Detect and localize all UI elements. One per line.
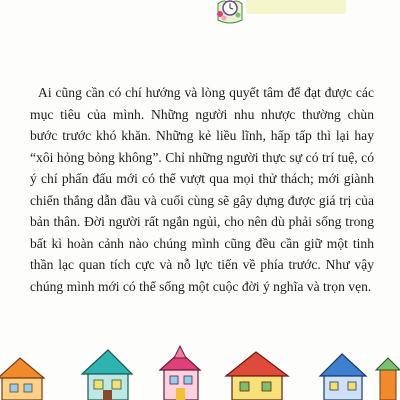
- alarm-clock-illustration: [214, 0, 246, 24]
- body-paragraph: Ai cũng cần có chí hướng và lòng quyết tâm để đạt được các mục tiêu của mình. Những người nhu nhược thường chùn bước trước khó khăn. Những kẻ liều lĩnh, hấp tấp thì lại hay “xôi hỏng bỏng không”. Chỉ những người thực sự có trí tuệ, có ý chí phấn đấu mới có thể vượt qua mọi thử thách; mới giành chiến thắng dẫn đầu và cuối cùng sẽ gây dựng được giá trị của bản thân. Đời người rất ngắn ngủi, cho nên dù phải sống trong bất kì hoàn cảnh nào chúng mình cũng đều cần giữ một tinh thần lạc quan tích cực và nỗ lực tiến về phía trước. Như vậy chúng mình mới có thể sống một cuộc đời ý nghĩa và trọn vẹn.: [30, 85, 374, 294]
- house-yellow: [226, 352, 288, 400]
- house-pink: [160, 346, 200, 400]
- top-banner-strip: [246, 0, 346, 14]
- house-orange: [0, 358, 44, 400]
- house-blue: [320, 354, 400, 400]
- houses-illustration: [0, 340, 400, 400]
- house-teal: [82, 350, 132, 400]
